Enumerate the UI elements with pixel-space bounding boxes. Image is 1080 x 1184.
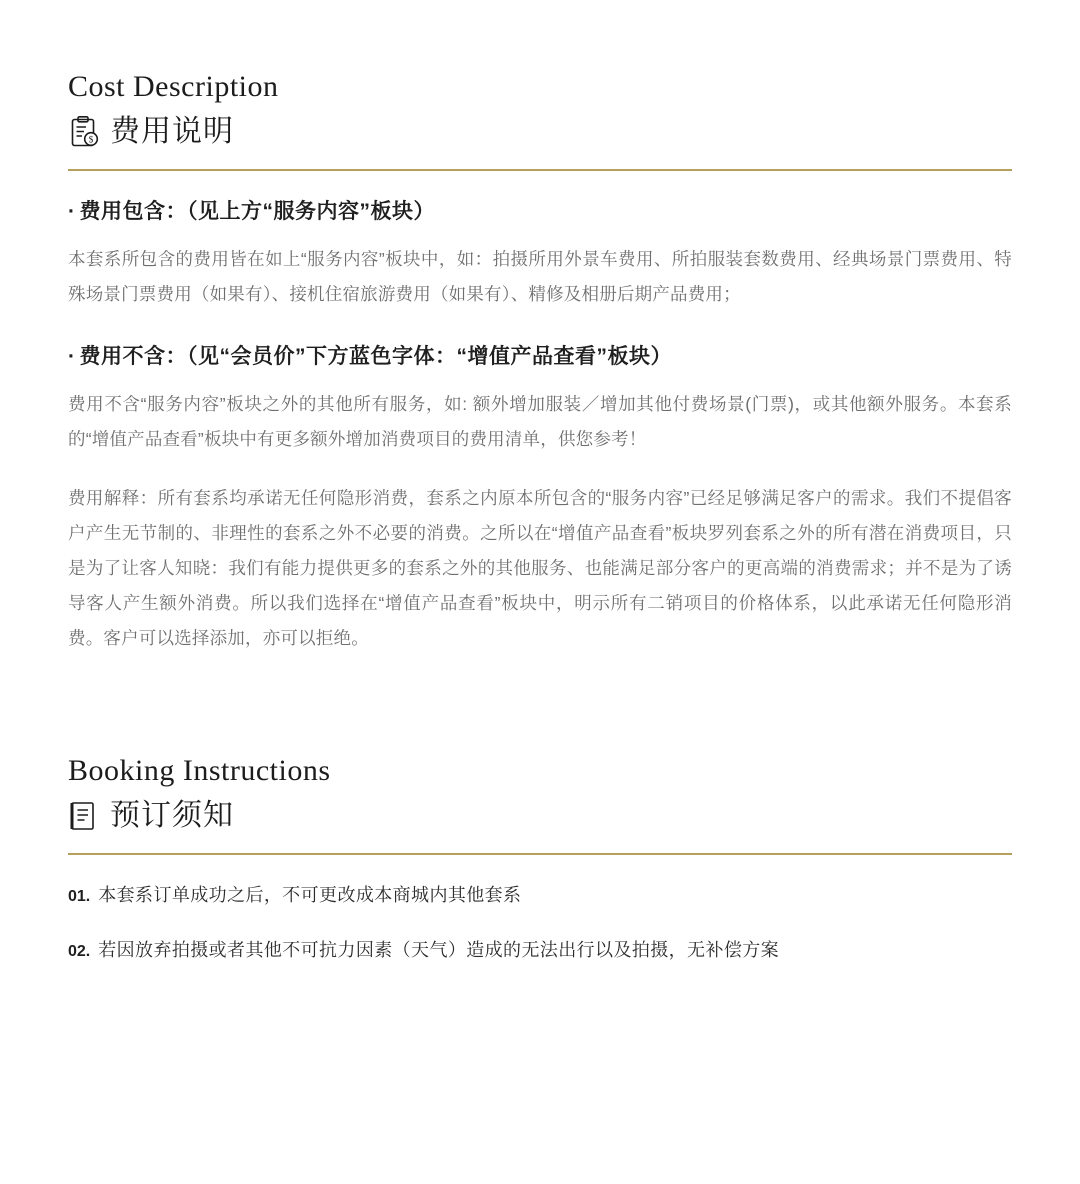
list-item [68,881,1012,910]
section-cost-description [68,70,1012,656]
list-item-index: 02. [68,942,91,960]
document-lines-icon [68,799,100,833]
bullet-heading-included-text: 费用包含：（见上方“服务内容”板块） [79,199,435,223]
bullet-body-included: 本套系所包含的费用皆在如上“服务内容”板块中，如：拍摄所用外景车费用、所拍服装套数费用、经典场景门票费用、特殊场景门票费用（如果有）、接机住宿旅游费用（如果有）、精修及相册后期产品费用； [68,248,1012,304]
clipboard-money-icon [68,115,100,149]
booking-heading-row [68,799,1012,833]
bullet-dot-icon-2: · [68,344,76,368]
list-item-index: 01. [68,887,91,905]
cost-explanation-note: 费用解释：所有套系均承诺无任何隐形消费，套系之内原本所包含的“服务内容”已经足够满足客户的需求。我们不提倡客户产生无节制的、非理性的套系之外不必要的消费。之所以在“增值产品查看”板块罗列套系之外的所有潜在消费项目，只是为了让客人知晓：我们有能力提供更多的套系之外的其他服务、也能满足部分客户的更高端的消费需求；并不是为了诱导客人产生额外消费。所以我们选择在“增值产品查看”板块中，明示所有二销项目的价格体系，以此承诺无任何隐形消费。客户可以选择添加，亦可以拒绝。 [68,488,1012,649]
bullet-dot-icon: · [68,199,76,223]
list-item-text: 若因放弃拍摄或者其他不可抗力因素（天气）造成的无法出行以及拍摄，无补偿方案 [98,939,780,960]
bullet-heading-excluded [68,342,1012,371]
list-item-text: 本套系订单成功之后，不可更改成本商城内其他套系 [98,884,522,905]
booking-title-en: Booking Instructions [68,754,331,788]
bullet-heading-excluded-text: 费用不含：（见“会员价”下方蓝色字体：“增值产品查看”板块） [79,344,672,368]
booking-divider-rule [68,853,1012,855]
section-title-cn: 费用说明 [110,115,234,148]
list-item [68,936,1012,965]
divider-rule [68,169,1012,171]
svg-text:$: $ [88,134,94,145]
section-spacer [68,696,1012,754]
section-title-en: Cost Description [68,70,279,103]
section-booking-instructions [68,754,1012,964]
section-heading-row [68,115,1012,149]
bullet-body-excluded: 费用不含“服务内容”板块之外的其他所有服务，如: 额外增加服装／增加其他付费场景(门票)，或其他额外服务。本套系的“增值产品查看”板块中有更多额外增加消费项目的费用清单，供您参考！ [68,394,1012,450]
booking-title-cn: 预订须知 [110,799,234,833]
bullet-heading-included [68,197,1012,226]
